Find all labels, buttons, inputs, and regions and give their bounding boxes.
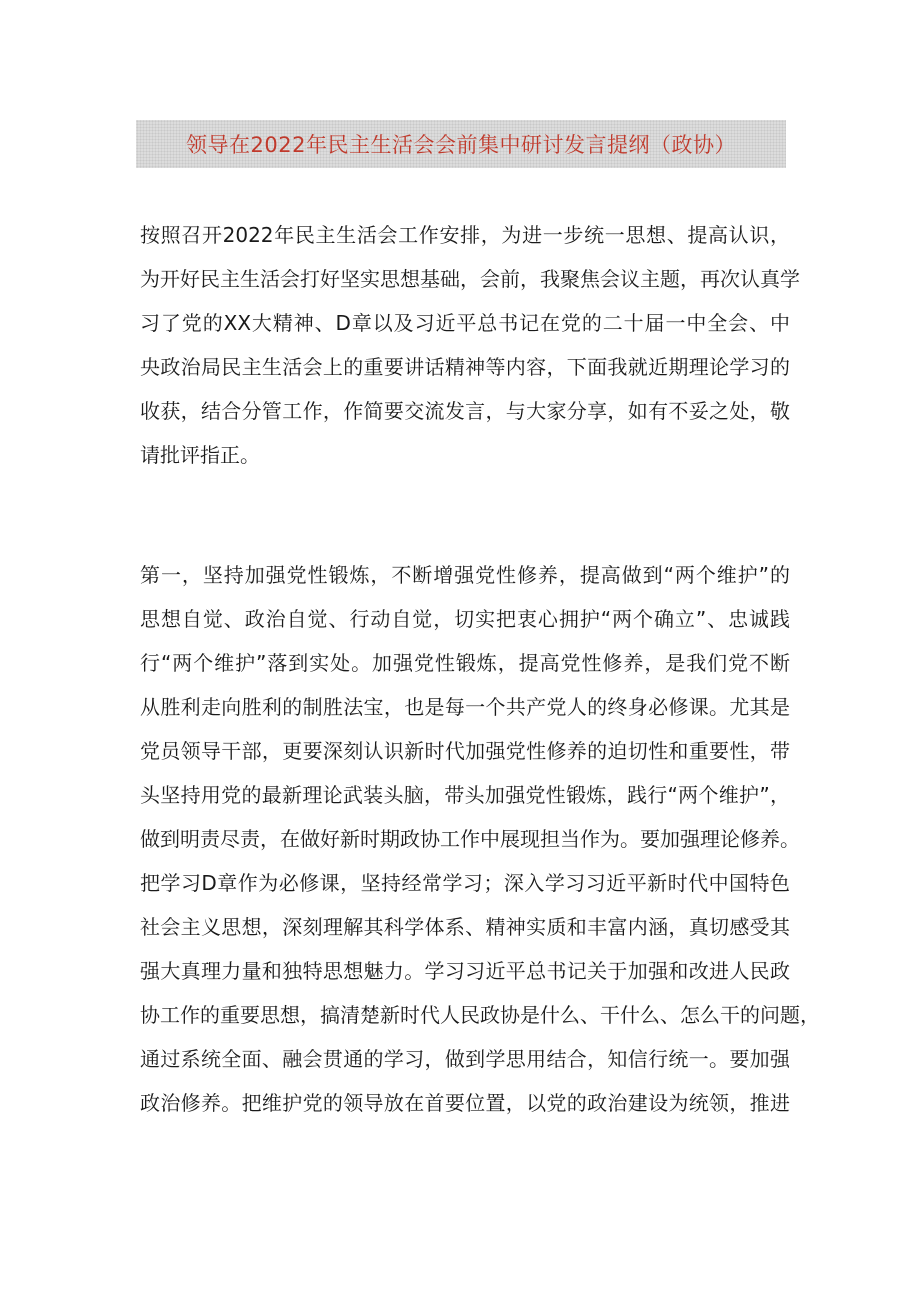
text-line: 第一，坚持加强党性锻炼，不断增强党性修养，提高做到“两个维护”的 <box>140 563 790 587</box>
text-line: 政治修养。把维护党的领导放在首要位置，以党的政治建设为统领，推进 <box>140 1091 790 1115</box>
text-line: 从胜利走向胜利的制胜法宝，也是每一个共产党人的终身必修课。尤其是 <box>140 695 790 719</box>
text-line: 协工作的重要思想，搞清楚新时代人民政协是什么、干什么、怎么干的问题， <box>140 1003 820 1027</box>
text-line: 思想自觉、政治自觉、行动自觉，切实把衷心拥护“两个确立”、忠诚践 <box>140 607 790 631</box>
title-banner <box>136 120 786 168</box>
text-line: 强大真理力量和独特思想魅力。学习习近平总书记关于加强和改进人民政 <box>140 959 790 983</box>
text-line: 头坚持用党的最新理论武装头脑，带头加强党性锻炼，践行“两个维护”， <box>140 783 790 807</box>
text-line: 习了党的XX大精神、D章以及习近平总书记在党的二十届一中全会、中 <box>140 311 790 335</box>
text-line: 行“两个维护”落到实处。加强党性锻炼，提高党性修养，是我们党不断 <box>140 651 790 675</box>
text-line: 把学习D章作为必修课，坚持经常学习；深入学习习近平新时代中国特色 <box>140 871 790 895</box>
paragraph-intro <box>140 213 800 477</box>
text-line: 党员领导干部，更要深刻认识新时代加强党性修养的迫切性和重要性，带 <box>140 739 790 763</box>
text-line: 通过系统全面、融会贯通的学习，做到学思用结合，知信行统一。要加强 <box>140 1047 790 1071</box>
text-line: 做到明责尽责，在做好新时期政协工作中展现担当作为。要加强理论修养。 <box>140 827 800 851</box>
paragraph-first-point <box>140 553 820 1125</box>
text-line: 按照召开2022年民主生活会工作安排，为进一步统一思想、提高认识， <box>140 223 790 247</box>
text-line: 收获，结合分管工作，作简要交流发言，与大家分享，如有不妥之处，敬 <box>140 399 790 423</box>
text-line: 社会主义思想，深刻理解其科学体系、精神实质和丰富内涵，真切感受其 <box>140 915 790 939</box>
text-line: 为开好民主生活会打好坚实思想基础，会前，我聚焦会议主题，再次认真学 <box>140 267 800 291</box>
text-line: 央政治局民主生活会上的重要讲话精神等内容，下面我就近期理论学习的 <box>140 355 790 379</box>
text-line: 请批评指正。 <box>140 443 260 467</box>
document-title: 领导在2022年民主生活会会前集中研讨发言提纲（政协） <box>186 133 736 157</box>
